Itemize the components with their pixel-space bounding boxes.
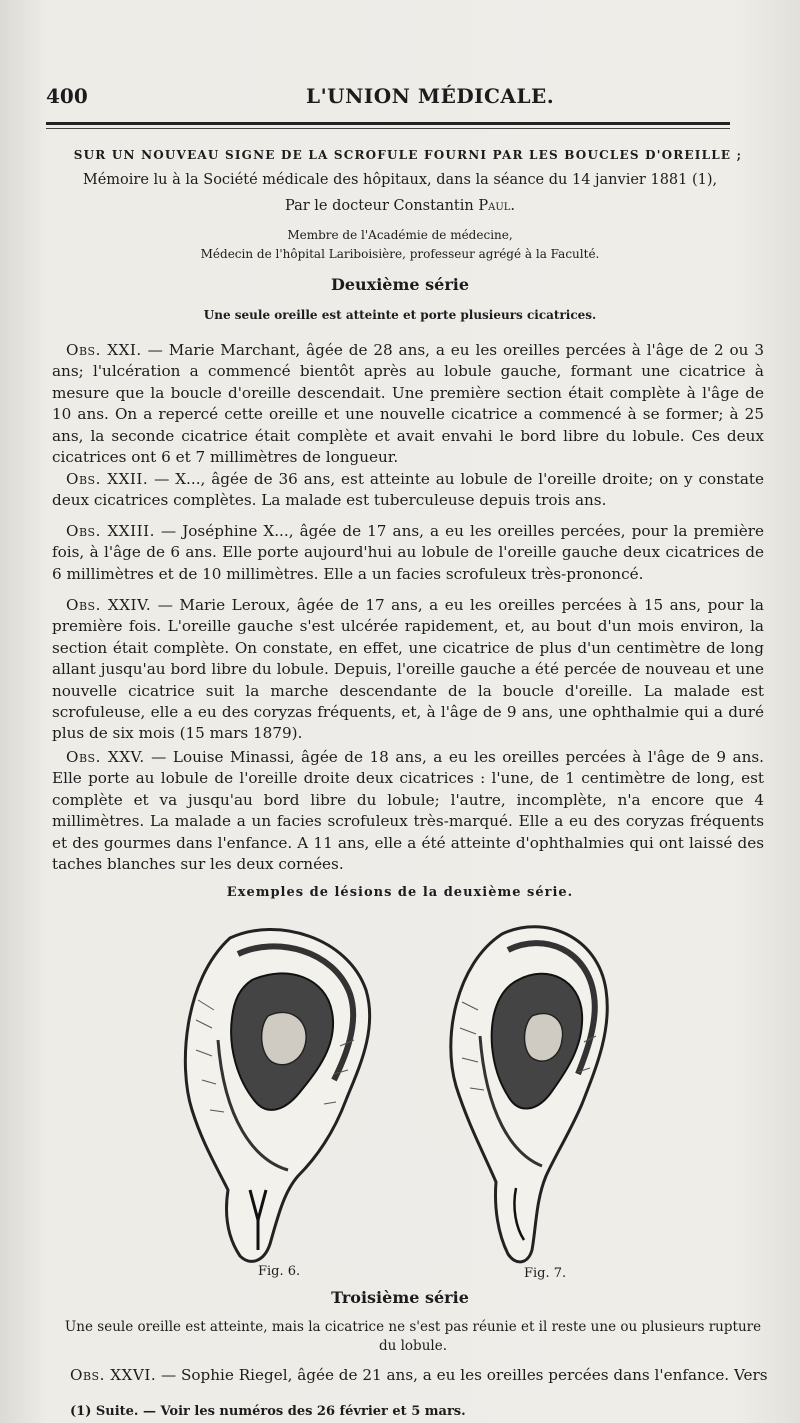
observation-text: — Marie Marchant, âgée de 28 ans, a eu les oreilles percées à l'âge de 2 ou 3 ans; l'ulcération a commencé bientôt après au lobule gauche, formant une cicatrice à mesure que la boucle d'oreille descendait. Une première section était complète à l'âge de 10 ans. On a repercé cette oreille et une nouvelle cicatrice a commencé à se former; à 25 ans, la seconde cicatrice était complète et avait envahi le bord libre du lobule. Ces deux cicatrices ont 6 et 7 millimètres de longueur. bbox=[52, 341, 764, 467]
header-rule bbox=[46, 122, 730, 125]
observation-22 bbox=[52, 469, 764, 512]
observation-label: Obs. XXIV. bbox=[66, 596, 152, 614]
observation-text: — Joséphine X..., âgée de 17 ans, a eu les oreilles percées, pour la première fois, à l'âge de 6 ans. Elle porte aujourd'hui au lobule de l'oreille gauche deux cicatrices de 6 millimètres et de 10 millimètres. Elle a un facies scrofuleux très-prononcé. bbox=[52, 522, 764, 583]
author-position: Médecin de l'hôpital Lariboisière, professeur agrégé à la Faculté. bbox=[200, 247, 600, 261]
observation-26 bbox=[56, 1365, 772, 1386]
series-2-subtitle: Une seule oreille est atteinte et porte plusieurs cicatrices. bbox=[203, 308, 597, 322]
figure-6-caption: Fig. 6. bbox=[258, 1264, 301, 1279]
author-prefix: Par le docteur Constantin bbox=[284, 198, 479, 214]
figure-7-ear-illustration bbox=[432, 918, 612, 1270]
observation-24 bbox=[52, 595, 764, 745]
memoire-line: Mémoire lu à la Société médicale des hôpitaux, dans la séance du 14 janvier 1881 (1), bbox=[82, 172, 718, 188]
observation-text: — X..., âgée de 36 ans, est atteinte au lobule de l'oreille droite; on y constate deux cicatrices complètes. La malade est tuberculeuse depuis trois ans. bbox=[52, 470, 764, 510]
page-number: 400 bbox=[46, 84, 88, 108]
figures-heading: Exemples de lésions de la deuxième série. bbox=[226, 885, 574, 900]
observation-label: Obs. XXVI. bbox=[70, 1366, 157, 1384]
observation-25 bbox=[52, 747, 764, 875]
observation-text: — Marie Leroux, âgée de 17 ans, a eu les oreilles percées à 15 ans, pour la première fois. L'oreille gauche s'est ulcérée rapidement, et, au bout d'un mois environ, la section était complète. On constate, en effet, une cicatrice de plus d'un centimètre de long allant jusqu'au bord libre du lobule. Depuis, l'oreille gauche a été percée de nouveau et une nouvelle cicatrice suit la marche descendante de la boucle d'oreille. La malade est scrofuleuse, elle a eu des coryzas fréquents, et, à l'âge de 9 ans, une ophthalmie qui a duré plus de six mois (15 mars 1879). bbox=[52, 596, 764, 743]
author-membership: Membre de l'Académie de médecine, bbox=[287, 228, 513, 242]
series-3-subtitle: Une seule oreille est atteinte, mais la cicatrice ne s'est pas réunie et il reste une ou plusieurs rupture du lobule. bbox=[64, 1319, 762, 1354]
author-punct: . bbox=[510, 198, 516, 214]
observation-23 bbox=[52, 521, 764, 585]
figure-6-ear-illustration bbox=[158, 920, 383, 1270]
observation-label: Obs. XXV. bbox=[66, 748, 145, 766]
author-line bbox=[40, 198, 760, 214]
series-3-title: Troisième série bbox=[331, 1288, 469, 1307]
observation-label: Obs. XXI. bbox=[66, 341, 142, 359]
observation-label: Obs. XXII. bbox=[66, 470, 149, 488]
observation-label: Obs. XXIII. bbox=[66, 522, 155, 540]
footnote: (1) Suite. — Voir les numéros des 26 février et 5 mars. bbox=[70, 1404, 466, 1419]
page-header bbox=[46, 84, 740, 114]
article-title: SUR UN NOUVEAU SIGNE DE LA SCROFULE FOURNI PAR LES BOUCLES D'OREILLE ; bbox=[73, 148, 743, 162]
observation-21 bbox=[52, 340, 764, 468]
header-rule-thin bbox=[46, 128, 730, 129]
observation-text: — Sophie Riegel, âgée de 21 ans, a eu les oreilles percées dans l'enfance. Vers bbox=[156, 1366, 768, 1384]
running-title: L'UNION MÉDICALE. bbox=[306, 84, 555, 108]
figure-7-caption: Fig. 7. bbox=[524, 1266, 567, 1281]
observation-text: — Louise Minassi, âgée de 18 ans, a eu les oreilles percées à l'âge de 9 ans. Elle porte au lobule de l'oreille droite deux cicatrices : l'une, de 1 centimètre de long, est complète et va jusqu'au bord libre du lobule; l'autre, incomplète, n'a encore que 4 millimètres. La malade a un facies scrofuleux très-marqué. Elle a eu des coryzas fréquents et des gourmes dans l'enfance. A 11 ans, elle a été atteinte d'ophthalmies qui ont laissé des taches blanches sur les deux cornées. bbox=[52, 748, 764, 874]
author-name: Paul bbox=[478, 198, 511, 214]
series-2-title: Deuxième série bbox=[330, 275, 470, 294]
